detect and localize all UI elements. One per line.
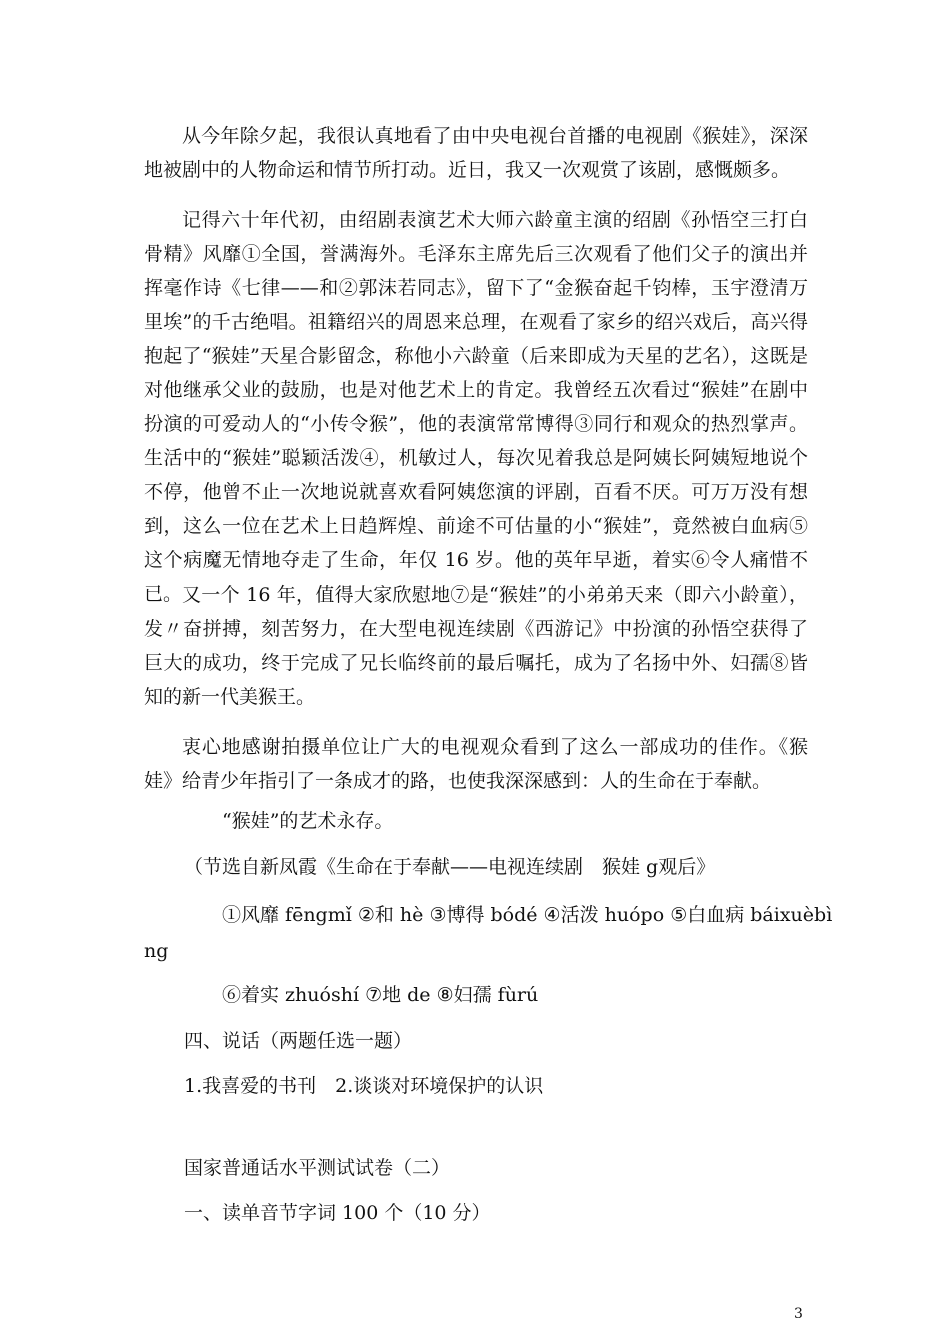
notes-line-1-wrap: ng xyxy=(144,940,169,962)
section-1-title: 一、读单音节字词 100 个（10 分） xyxy=(184,1202,491,1224)
notes-line-1: ①风靡 fēngmǐ ②和 hè ③博得 bódé ④活泼 huópo ⑤白血病 báixuèbì xyxy=(222,904,833,926)
source-citation: （节选自新凤霞《生命在于奉献——电视连续剧 猴娃 g观后》 xyxy=(184,856,716,878)
paragraph-4: 衷心地感谢拍摄单位让广大的电视观众看到了这么一部成功的佳作。《猴娃》给青少年指引了一条成才的路，也使我深深感到：人的生命在于奉献。 xyxy=(144,736,808,792)
section-4-title: 四、说话（两题任选一题） xyxy=(184,1030,413,1052)
closing-line: “猴娃”的艺术永存。 xyxy=(222,810,394,832)
page-number: 3 xyxy=(794,1306,803,1322)
test-title: 国家普通话水平测试试卷（二） xyxy=(184,1157,451,1179)
notes-line-2: ⑥着实 zhuóshí ⑦地 de ⑧妇孺 fùrú xyxy=(222,984,539,1006)
paragraph-3: 又一个 16 年，值得大家欣慰地⑦是“猴娃”的小弟弟天来（即六小龄童），发〃奋拼搏，刻苦努力，在大型电视连续剧《西游记》中扮演的孙悟空获得了巨大的成功，终于完成了兄长临终前的最后嘱托，成为了名扬中外、妇孺⑧皆知的新一代美猴王。 xyxy=(144,584,808,708)
paragraph-1: 从今年除夕起，我很认真地看了由中央电视台首播的电视剧《猴娃》，深深地被剧中的人物命运和情节所打动。近日，我又一次观赏了该剧，感慨颇多。 xyxy=(144,125,808,181)
paragraph-2: 记得六十年代初，由绍剧表演艺术大师六龄童主演的绍剧《孙悟空三打白骨精》风靡①全国，誉满海外。毛泽东主席先后三次观看了他们父子的演出并挥毫作诗《七律——和②郭沫若同志》，留下了“金猴奋起千钧棒，玉宇澄清万里埃”的千古绝唱。祖籍绍兴的周恩来总理，在观看了家乡的绍兴戏后，高兴得抱起了“猴娃”天星合影留念，称他小六龄童（后来即成为天星的艺名），这既是对他继承父业的鼓励，也是对他艺术上的肯定。我曾经五次看过“猴娃”在剧中扮演的可爱动人的“小传令猴”，他的表演常常博得③同行和观众的热烈掌声。生活中的“猴娃”聪颖活泼④，机敏过人，每次见着我总是阿姨长阿姨短地说个不停，他曾不止一次地说就喜欢看阿姨您演的评剧，百看不厌。可万万没有想到，这么一位在艺术上日趋辉煌、前途不可估量的小“猴娃”，竟然被白血病⑤这个病魔无情地夺走了生命，年仅 16 岁。他的英年早逝，着实⑥令人痛惜不已。 xyxy=(144,209,808,605)
section-4-topics: 1.我喜爱的书刊 2.谈谈对环境保护的认识 xyxy=(184,1075,544,1097)
